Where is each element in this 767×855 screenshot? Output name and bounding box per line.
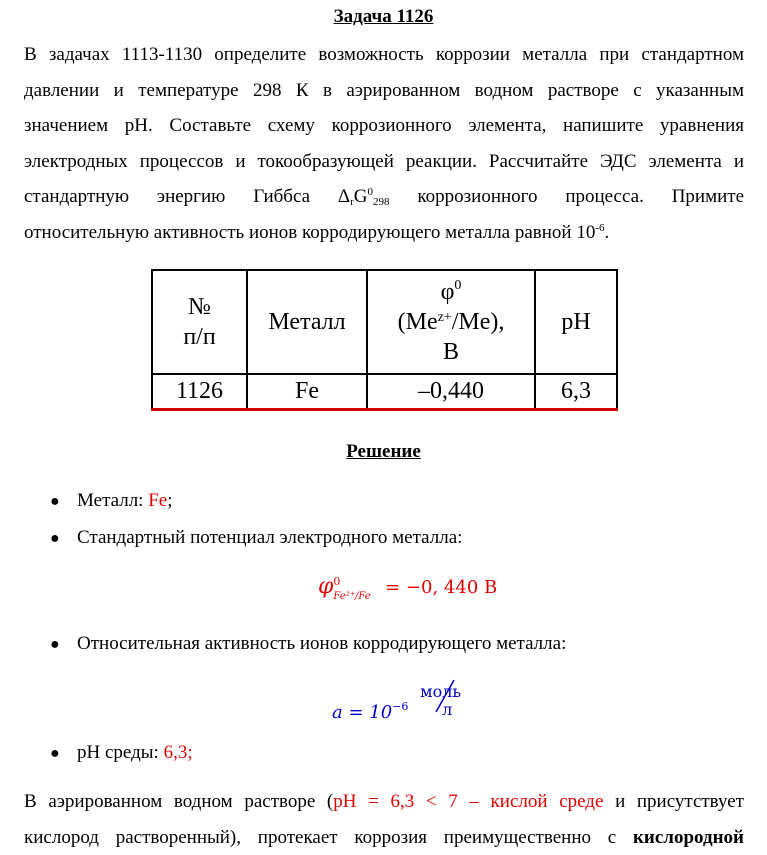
bullet-potential: ● Стандартный потенциал электродного металла: xyxy=(50,527,462,549)
conclusion-paragraph xyxy=(24,784,744,855)
table-header-row xyxy=(152,270,617,374)
bullet-ph: ● pH среды: 6,3; xyxy=(50,742,193,764)
bullet-dot: ● xyxy=(50,636,77,654)
statement-line: электродных процессов и токообразующей реакции. Рассчитайте ЭДС элемента и xyxy=(24,144,744,180)
cell-number: 1126 xyxy=(152,374,247,410)
formula-standard-potential: φ 0 Fe²⁺/Fe = −0, 440 В xyxy=(318,574,497,599)
task-table xyxy=(151,269,618,411)
header-metal: Металл xyxy=(247,270,367,374)
cell-ph: 6,3 xyxy=(535,374,617,410)
statement-line-activity: относительную активность ионов корродирующего металла равной $10^{-6}$. xyxy=(24,215,744,251)
conclusion-line: В аэрированном водном растворе (pH = 6,3 < 7 – кислой среде и присутствует xyxy=(24,784,744,820)
unit-fraction: моль л xyxy=(420,684,460,718)
statement-line: В задачах 1113-1130 определите возможность коррозии металла при стандартном xyxy=(24,37,744,73)
statement-line-gibbs: стандартную энергию Гиббса $\Delta_rG^0_{298}$ коррозионного процесса. Примите xyxy=(24,179,744,215)
header-number: № п/п xyxy=(152,270,247,374)
cell-metal: Fe xyxy=(247,374,367,410)
task-title: Задача 1126 xyxy=(0,6,767,28)
bullet-dot: ● xyxy=(50,745,77,763)
bullet-activity: ● Относительная активность ионов корродирующего металла: xyxy=(50,633,566,655)
cell-potential: –0,440 xyxy=(367,374,535,410)
bullet-dot: ● xyxy=(50,530,77,548)
statement-line: значением pH. Составьте схему коррозионного элемента, напишите уравнения xyxy=(24,108,744,144)
bullet-dot: ● xyxy=(50,493,77,511)
statement-line: давлении и температуре 298 К в аэрированном водном растворе с указанным xyxy=(24,73,744,109)
conclusion-line: кислород растворенный), протекает коррозия преимущественно с кислородной xyxy=(24,820,744,855)
header-potential: $\varphi^0$ $(Me^{z+}/Me)$, В xyxy=(367,270,535,374)
formula-activity: $a = 10^{-6}$ моль л xyxy=(332,684,460,723)
header-ph: pH xyxy=(535,270,617,374)
table-row xyxy=(152,374,617,410)
solution-title: Решение xyxy=(0,441,767,463)
bullet-metal: ● Металл: Fe; xyxy=(50,490,173,512)
task-statement xyxy=(24,37,744,250)
